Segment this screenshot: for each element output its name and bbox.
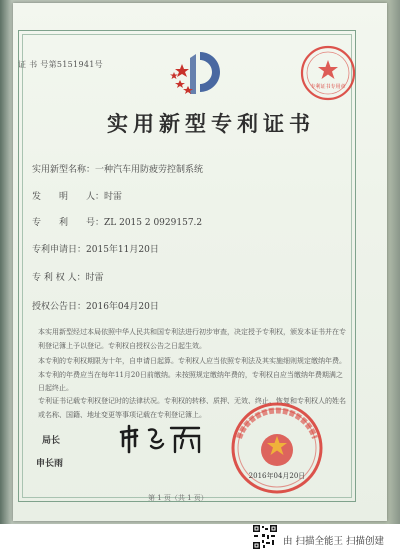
qr-code-icon <box>253 525 277 549</box>
field-label: 专利申请日： <box>32 245 87 255</box>
field-label: 授权公告日： <box>32 302 87 312</box>
seal-top-text: 专利证书专用章 <box>310 84 346 90</box>
term-paragraph: 本专利的专利权期限为十年，自申请日起算。专利权人应当依照专利法及其实施细则规定缴纳年费。本专利的年费应当在每年11月20日前缴纳。未按照规定缴纳年费的，专利权自应当缴纳年费期满之日起终止。 <box>38 357 346 393</box>
director-name: 申长雨 <box>36 459 64 469</box>
field-value: 一种汽车用防疲劳控制系统 <box>95 165 204 175</box>
field-label: 专 利 权 人： <box>32 273 86 283</box>
page-number: 第 1 页（共 1 页） <box>148 494 208 502</box>
certificate-seal <box>225 398 329 498</box>
seal-date: 2016年04月20日 <box>248 472 306 480</box>
inventor-field <box>32 189 122 202</box>
patent-office-emblem <box>170 44 228 102</box>
field-value: 2016年04月20日 <box>86 302 159 312</box>
grant-paragraph: 本实用新型经过本局依照中华人民共和国专利法进行初步审查，决定授予专利权，颁发本证书并在专利登记簿上予以登记。专利权自授权公告之日起生效。 <box>38 328 346 350</box>
field-value: 2015年11月20日 <box>86 245 159 255</box>
field-value: ZL 2015 2 0929157.2 <box>104 218 203 228</box>
director-signature <box>115 418 205 458</box>
director-title: 局长 <box>42 436 61 446</box>
field-value: 时雷 <box>104 192 123 202</box>
status-paragraph: 专利证书记载专利权登记时的法律状况。专利权的转移、质押、无效、终止、恢复和专利权人的姓名或名称、国籍、地址变更等事项记载在专利登记簿上。 <box>38 397 346 419</box>
footer-scan-credit: 由 扫描全能王 扫描创建 <box>283 536 385 547</box>
state-ip-office-seal <box>297 44 359 102</box>
field-value: 时雷 <box>85 273 104 283</box>
certificate-title: 实用新型专利证书 <box>107 111 315 136</box>
patent-number-field <box>32 215 202 228</box>
application-date-field <box>32 242 159 255</box>
patentee-field <box>32 270 104 283</box>
utility-model-name-field <box>32 162 203 175</box>
certificate-number: 证 书 号第5151941号 <box>18 60 103 69</box>
grant-date-field <box>32 299 159 312</box>
field-label: 实用新型名称： <box>32 165 96 175</box>
field-label: 发 明 人： <box>32 192 105 202</box>
field-label: 专 利 号： <box>32 218 105 228</box>
